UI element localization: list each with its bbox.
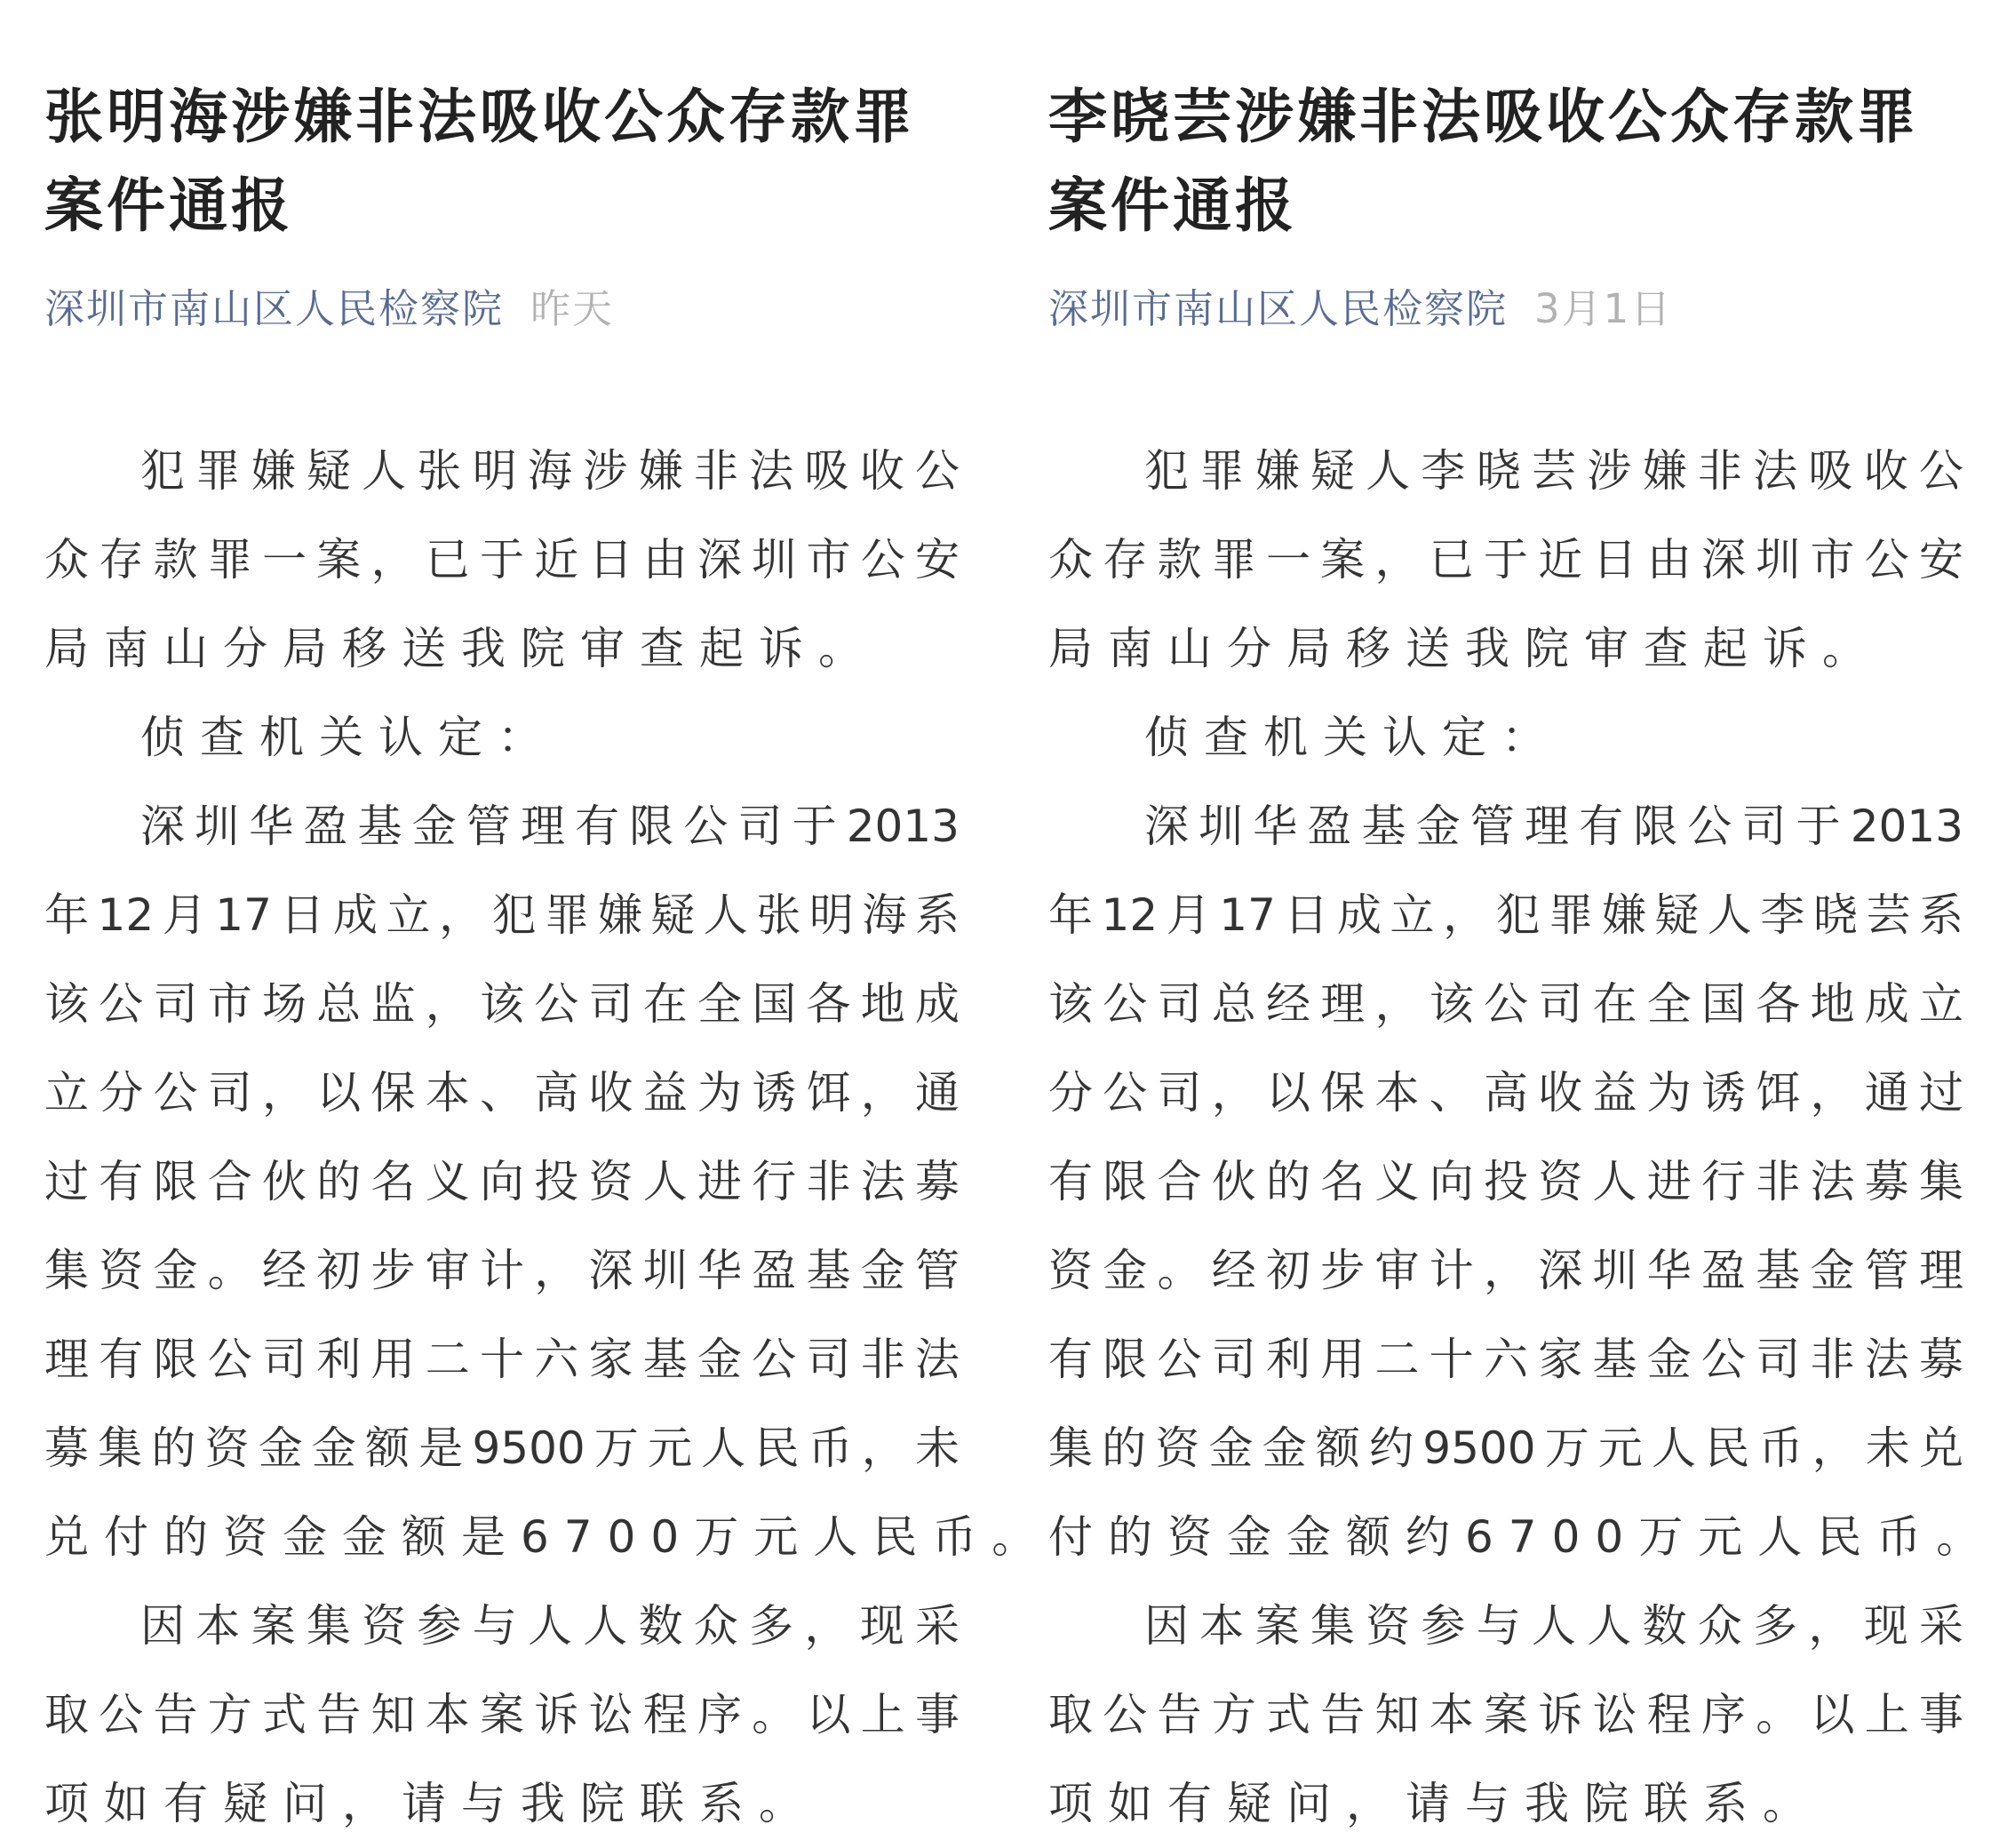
- text-line: 因本案集资参与人人数众多，现采: [140, 1600, 960, 1652]
- paragraph: [1048, 426, 1963, 693]
- text-line: 募集的资金金额是9500万元人民币，未: [44, 1422, 960, 1474]
- text-line: 有限合伙的名义向投资人进行非法募集: [1048, 1156, 1963, 1207]
- text-line: 众存款罪一案，已于近日由深圳市公安: [44, 534, 960, 585]
- paragraph: [44, 782, 1052, 1581]
- article-title: [44, 73, 1022, 251]
- paragraph: [1048, 1581, 1963, 1848]
- publish-time: 昨天: [530, 285, 615, 332]
- text-line: 过有限合伙的名义向投资人进行非法募: [44, 1156, 960, 1207]
- text-line: 局南山分局移送我院审查起诉。: [1048, 623, 1882, 674]
- account-name-link[interactable]: 深圳市南山区人民检察院: [44, 285, 505, 332]
- publish-time: 3月1日: [1534, 285, 1673, 332]
- text-line: 众存款罪一案，已于近日由深圳市公安: [1048, 534, 1963, 585]
- account-name-link[interactable]: 深圳市南山区人民检察院: [1048, 285, 1509, 332]
- text-line: 局南山分局移送我院审查起诉。: [44, 623, 878, 674]
- article-meta: [1048, 283, 1672, 336]
- title-line: 张明海涉嫌非法吸收公众存款罪: [44, 83, 915, 151]
- text-line: 集资金。经初步审计，深圳华盈基金管: [44, 1245, 960, 1296]
- text-line: 理有限公司利用二十六家基金公司非法: [44, 1334, 960, 1385]
- text-line: 兑付的资金金额是6700万元人民币。: [44, 1511, 1052, 1563]
- paragraph: [44, 1581, 960, 1848]
- paragraph: [1048, 693, 1963, 782]
- text-line: 有限公司利用二十六家基金公司非法募: [1048, 1334, 1963, 1385]
- text-line: 项如有疑问，请与我院联系。: [1048, 1778, 1822, 1829]
- article-body: [44, 426, 1052, 1848]
- title-line: 李晓芸涉嫌非法吸收公众存款罪: [1048, 83, 1919, 151]
- text-line: 分公司，以保本、高收益为诱饵，通过: [1048, 1067, 1963, 1119]
- text-line: 年12月17日成立，犯罪嫌疑人张明海系: [44, 889, 960, 941]
- text-line: 犯罪嫌疑人李晓芸涉嫌非法吸收公: [1144, 445, 1963, 497]
- text-line: 取公告方式告知本案诉讼程序。以上事: [1048, 1689, 1963, 1740]
- text-line: 取公告方式告知本案诉讼程序。以上事: [44, 1689, 960, 1740]
- text-line: 集的资金金额约9500万元人民币，未兑: [1048, 1422, 1963, 1474]
- text-line: 该公司市场总监，该公司在全国各地成: [44, 978, 960, 1030]
- article-meta: [44, 283, 614, 336]
- text-line: 资金。经初步审计，深圳华盈基金管理: [1048, 1245, 1963, 1296]
- text-line: 因本案集资参与人人数众多，现采: [1144, 1600, 1963, 1652]
- text-line: 深圳华盈基金管理有限公司于2013: [1144, 801, 1963, 852]
- text-line: 该公司总经理，该公司在全国各地成立: [1048, 978, 1963, 1030]
- article-body: [1048, 426, 1996, 1848]
- text-line: 犯罪嫌疑人张明海涉嫌非法吸收公: [140, 445, 960, 497]
- text-line: 项如有疑问，请与我院联系。: [44, 1778, 818, 1829]
- article-title: [1048, 73, 1999, 251]
- text-line: 深圳华盈基金管理有限公司于2013: [140, 801, 960, 852]
- text-line: 侦查机关认定：: [140, 712, 557, 763]
- title-line: 案件通报: [44, 171, 293, 240]
- title-line: 案件通报: [1048, 171, 1297, 240]
- paragraph: [44, 693, 960, 782]
- text-line: 立分公司，以保本、高收益为诱饵，通: [44, 1067, 960, 1119]
- text-line: 侦查机关认定：: [1144, 712, 1561, 763]
- text-line: 付的资金金额约6700万元人民币。: [1048, 1511, 1996, 1563]
- paragraph: [44, 426, 960, 693]
- text-line: 年12月17日成立，犯罪嫌疑人李晓芸系: [1048, 889, 1963, 941]
- paragraph: [1048, 782, 1996, 1581]
